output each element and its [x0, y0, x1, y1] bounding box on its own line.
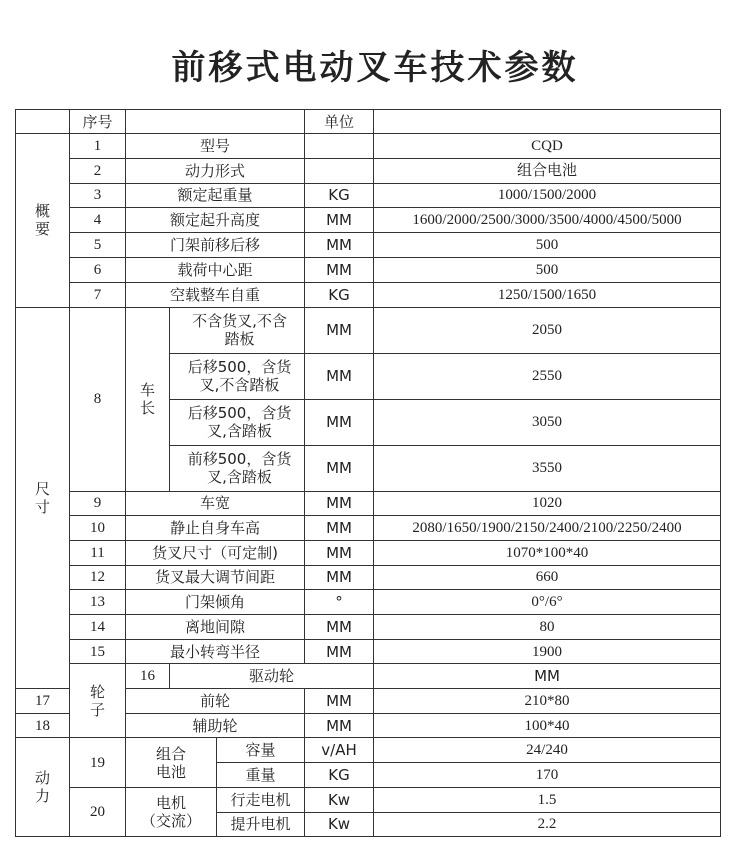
- row-unit: KG: [305, 763, 374, 788]
- row-number: 1: [70, 134, 126, 159]
- table-row: [16, 664, 721, 689]
- table-row: [16, 491, 721, 516]
- row-value: 1070*100*40: [374, 540, 721, 565]
- table-row: [16, 257, 721, 282]
- row-unit: MM: [305, 208, 374, 233]
- row-number: 20: [70, 787, 126, 836]
- length-label: 车 长: [126, 307, 170, 491]
- row-unit: MM: [305, 399, 374, 445]
- row-value: 3550: [374, 445, 721, 491]
- row-unit: MM: [305, 713, 374, 738]
- row-value: CQD: [374, 134, 721, 159]
- row-name: 额定起重量: [126, 183, 305, 208]
- row-number: 6: [70, 257, 126, 282]
- table-row: [16, 282, 721, 307]
- table-row: [16, 565, 721, 590]
- header-blank: [16, 110, 70, 134]
- row-value: 组合电池: [374, 158, 721, 183]
- group-wheels: 轮 子: [70, 664, 126, 738]
- row-number: 4: [70, 208, 126, 233]
- row-unit: MM: [305, 491, 374, 516]
- row-number: 16: [126, 664, 170, 689]
- row-value: 2050: [374, 307, 721, 353]
- row-number: 3: [70, 183, 126, 208]
- row-name: 离地间隙: [126, 615, 305, 640]
- row-number: 7: [70, 282, 126, 307]
- row-value: 1.5: [374, 787, 721, 812]
- row-value: 660: [374, 565, 721, 590]
- group-overview: 概 要: [16, 134, 70, 308]
- row-unit: °: [305, 590, 374, 615]
- table-row: [16, 540, 721, 565]
- table-row: [16, 183, 721, 208]
- row-name: 空载整车自重: [126, 282, 305, 307]
- row-name: 前轮: [126, 689, 305, 714]
- row-unit: MM: [305, 615, 374, 640]
- group-power: 动 力: [16, 738, 70, 837]
- row-value: 24/240: [374, 738, 721, 763]
- row-number: 11: [70, 540, 126, 565]
- battery-label: 组合 电池: [126, 738, 217, 787]
- row-number: 13: [70, 590, 126, 615]
- row-name: 额定起升高度: [126, 208, 305, 233]
- row-unit: MM: [305, 516, 374, 541]
- row-number: 15: [70, 639, 126, 664]
- row-unit: MM: [305, 257, 374, 282]
- row-number: 18: [16, 713, 70, 738]
- row-unit: v/AH: [305, 738, 374, 763]
- row-name: 提升电机: [217, 812, 305, 837]
- row-name: 重量: [217, 763, 305, 788]
- group-size: 尺 寸: [16, 307, 70, 689]
- row-value: 1020: [374, 491, 721, 516]
- row-unit: MM: [305, 565, 374, 590]
- table-row: [16, 307, 721, 353]
- row-name: 门架倾角: [126, 590, 305, 615]
- row-value: 1000/1500/2000: [374, 183, 721, 208]
- row-number: 12: [70, 565, 126, 590]
- row-unit: MM: [305, 689, 374, 714]
- row-value: 500: [374, 233, 721, 258]
- row-unit: [305, 134, 374, 159]
- row-number: 9: [70, 491, 126, 516]
- row-unit: [305, 158, 374, 183]
- row-number: 2: [70, 158, 126, 183]
- row-unit: Kw: [305, 812, 374, 837]
- row-name: 车宽: [126, 491, 305, 516]
- table-row: [16, 590, 721, 615]
- row-unit: MM: [305, 445, 374, 491]
- row-number: 8: [70, 307, 126, 491]
- row-value: 1600/2000/2500/3000/3500/4000/4500/5000: [374, 208, 721, 233]
- header-unit: 单位: [305, 110, 374, 134]
- row-value: 210*80: [374, 689, 721, 714]
- row-name: 最小转弯半径: [126, 639, 305, 664]
- row-value: 1900: [374, 639, 721, 664]
- spec-table: [15, 109, 721, 837]
- row-number: 19: [70, 738, 126, 787]
- row-value: 2.2: [374, 812, 721, 837]
- row-name: 门架前移后移: [126, 233, 305, 258]
- row-value: 500: [374, 257, 721, 282]
- table-row: [16, 639, 721, 664]
- sub-item-name: 前移500，含货 叉,含踏板: [170, 445, 305, 491]
- table-row: [16, 158, 721, 183]
- sub-item-name: 后移500，含货 叉,不含踏板: [170, 353, 305, 399]
- table-row: [16, 738, 721, 763]
- table-row: [16, 134, 721, 159]
- table-row: [16, 787, 721, 812]
- row-name: 行走电机: [217, 787, 305, 812]
- row-name: 型号: [126, 134, 305, 159]
- row-unit: MM: [305, 233, 374, 258]
- table-row: [16, 516, 721, 541]
- header-row: [16, 110, 721, 134]
- table-row: [16, 615, 721, 640]
- sub-item-name: 不含货叉,不含 踏板: [170, 307, 305, 353]
- row-value: 80: [374, 615, 721, 640]
- row-value: 2080/1650/1900/2150/2400/2100/2250/2400: [374, 516, 721, 541]
- row-unit: MM: [305, 353, 374, 399]
- row-number: 17: [16, 689, 70, 714]
- row-name: 驱动轮: [170, 664, 374, 689]
- header-name: [126, 110, 305, 134]
- header-seq: 序号: [70, 110, 126, 134]
- row-name: 动力形式: [126, 158, 305, 183]
- row-name: 货叉尺寸（可定制): [126, 540, 305, 565]
- motor-label: 电机 （交流）: [126, 787, 217, 836]
- row-unit: Kw: [305, 787, 374, 812]
- row-number: 5: [70, 233, 126, 258]
- header-value: [374, 110, 721, 134]
- row-number: 10: [70, 516, 126, 541]
- table-row: [16, 208, 721, 233]
- row-value: 170: [374, 763, 721, 788]
- row-name: 辅助轮: [126, 713, 305, 738]
- sub-item-name: 后移500，含货 叉,含踏板: [170, 399, 305, 445]
- row-value: 0°/6°: [374, 590, 721, 615]
- row-unit: MM: [305, 307, 374, 353]
- row-value: 1250/1500/1650: [374, 282, 721, 307]
- row-name: 静止自身车高: [126, 516, 305, 541]
- page-title: 前移式电动叉车技术参数: [171, 48, 579, 88]
- row-unit: MM: [305, 639, 374, 664]
- row-value: 2550: [374, 353, 721, 399]
- row-value: 3050: [374, 399, 721, 445]
- row-unit: MM: [374, 664, 721, 689]
- row-name: 货叉最大调节间距: [126, 565, 305, 590]
- row-number: 14: [70, 615, 126, 640]
- row-unit: MM: [305, 540, 374, 565]
- row-name: 载荷中心距: [126, 257, 305, 282]
- row-unit: KG: [305, 183, 374, 208]
- table-row: [16, 233, 721, 258]
- row-value: 100*40: [374, 713, 721, 738]
- row-unit: KG: [305, 282, 374, 307]
- row-name: 容量: [217, 738, 305, 763]
